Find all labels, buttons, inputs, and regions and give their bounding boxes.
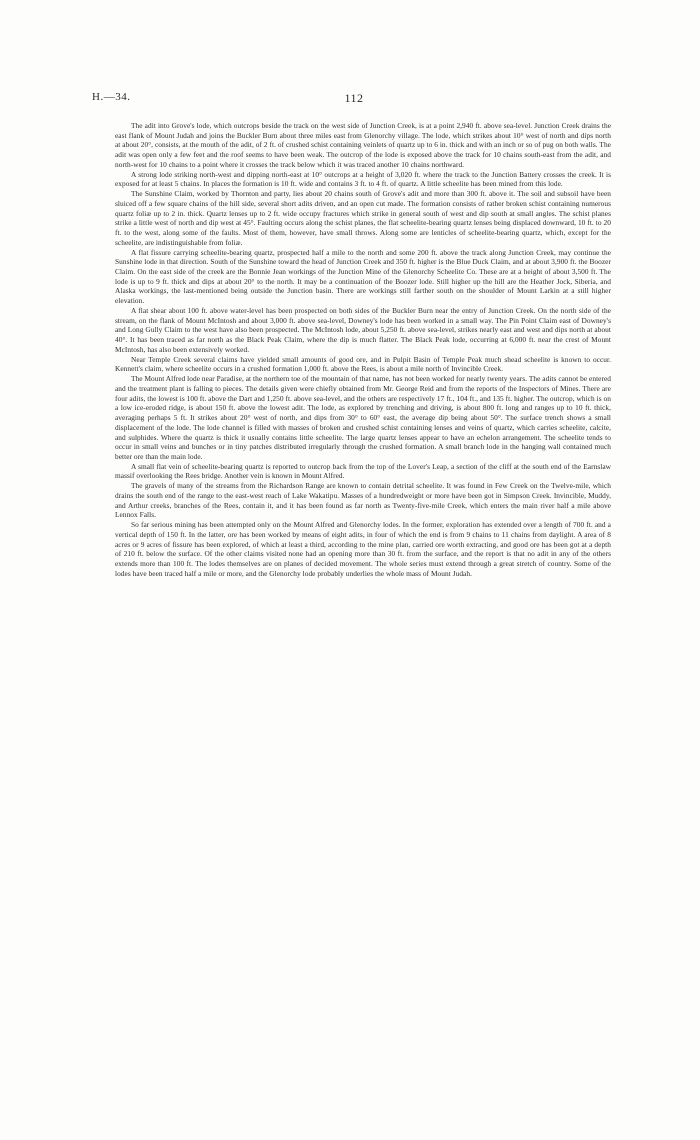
paragraph-mount-alfred-lode: The Mount Alfred lode near Paradise, at the northern toe of the mountain of that name, has not been worked for nearly twenty years. The adits cannot be entered and the treatment plant is falling to pieces. The details given were chiefly obtained from Mr. George Reid and from the reports of the Inspectors of Mines. There are four adits, the lowest is 100 ft. above the Dart and 1,250 ft. above sea-level, and the others are respectively 17 ft., 104 ft., and 135 ft. higher. The outcrop, which is on a low ice-eroded ridge, is about 150 ft. above the lowest adit. The lode, as explored by trenching and driving, is about 800 ft. long and ranges up to 10 ft. thick, averaging perhaps 5 ft. It strikes about 20° west of north, and dips from 30° to 60° east, the average dip being about 50°. The surface trench shows a small displacement of the lode. The lode channel is filled with masses of broken and crushed schist containing lenses and veins of quartz, which carries scheelite, calcite, and sulphides. Where the quartz is thick it usually contains little scheelite. The large quartz lenses appear to have an echelon arrangement. The scheelite tends to occur in small veins and bunches or in tiny patches distributed irregularly through the crushed formation. A small branch lode in the hanging wall contained much better ore than the main lode.	[115, 374, 611, 461]
paragraph-flat-fissure: A flat fissure carrying scheelite-bearing quartz, prospected half a mile to the north and some 200 ft. above the track along Junction Creek, may continue the Sunshine lode in that direction. South of the Sunshine toward the head of Junction Creek and 350 ft. higher is the Blue Duck Claim, and at about 3,900 ft. the Boozer Claim. On the east side of the creek are the Bonnie Jean workings of the Junction Mine of the Glenorchy Scheelite Co. These are at a height of about 3,500 ft. The lode is up to 9 ft. thick and dips at about 20° to the north. It may be a continuation of the Boozer lode. Still higher up the hill are the Heather Jock, Siberia, and Alaska workings, the last-mentioned being outside the Junction basin. There are workings still farther south on the shoulder of Mount Larkin at a still higher elevation.	[115, 247, 611, 306]
paragraph-groves-lode: The adit into Grove's lode, which outcrops beside the track on the west side of Junction Creek, is at a point 2,940 ft. above sea-level. Junction Creek drains the east flank of Mount Judah and joins the Buckler Burn about three miles east from Glenorchy village. The lode, which strikes about 10° west of north and dips north at about 20°, consists, at the mouth of the adit, of 2 ft. of crushed schist containing veinlets of quartz up to 6 in. thick and with an inch or so of pug on both walls. The adit was open only a few feet and the roof seems to have been weak. The outcrop of the lode is exposed above the track for 10 chains south-east from the adit, and north-west for 10 chains to a point where it crosses the track below which it was traced another 10 chains northward.	[115, 121, 611, 169]
page-header	[92, 91, 608, 107]
paragraph-temple-creek: Near Temple Creek several claims have yielded small amounts of good ore, and in Pulpit Basin of Temple Peak much shead scheelite is known to occur. Kennett's claim, where scheelite occurs in a crushed formation 1,000 ft. above the Rees, is about a mile north of Invincible Creek.	[115, 354, 611, 374]
paragraph-strong-lode: A strong lode striking north-west and dipping north-east at 10° outcrops at a height of 3,020 ft. where the track to the Junction Battery crosses the creek. It is exposed for at least 5 chains. In places the formation is 10 ft. wide and contains 3 ft. to 4 ft. of quartz. A little scheelite has been mined from this lode.	[115, 169, 611, 189]
page-number: 112	[344, 91, 364, 105]
paragraph-sunshine-claim: The Sunshine Claim, worked by Thornton and party, lies about 20 chains south of Grove's adit and more than 300 ft. above it. The soil and subsoil have been sluiced off a few square chains of the hill side, several short adits driven, and an open cut made. The formation consists of rather broken schist containing numerous quartz foliæ up to 2 in. thick. Quartz lenses up to 2 ft. wide occupy fractures which strike in general south of west and dip south at small angles. The schist planes strike a little west of north and dip west at 45°. Faulting occurs along the schist planes, the flat scheelite-bearing quartz lenses being displaced downward, 10 ft. to 20 ft. to the west, along some of the faults. Most of them, however, have small throws. Along some are lenticles of scheelite-bearing quartz, which, except for the scheelite, are indistinguishable from foliæ.	[115, 189, 611, 247]
paragraph-serious-mining: So far serious mining has been attempted only on the Mount Alfred and Glenorchy lodes. In the former, exploration has extended over a length of 700 ft. and a vertical depth of 150 ft. In the latter, ore has been worked by means of eight adits, in four of which the end is from 9 chains to 11 chains from daylight. A area of 8 acres or 9 acres of fissure has been explored, of which at least a third, according to the mine plan, carried ore worth extracting, and good ore has been got at a depth of 210 ft. below the surface. Of the other claims visited none had an opening more than 30 ft. from the surface, and the report is that no adit in any of the others extends more than 100 ft. The lodes themselves are on planes of decided movement. The whole series must extend through a great stretch of country. Some of the lodes have been traced half a mile or more, and the Glenorchy lode probably underlies the whole mass of Mount Judah.	[115, 520, 611, 578]
paragraph-gravels: The gravels of many of the streams from the Richardson Range are known to contain detrital scheelite. It was found in Few Creek on the Twelve-mile, which drains the south end of the range to the east-west reach of Lake Wakatipu. Masses of a hundredweight or more have been got in Simpson Creek. Invincible, Muddy, and Arthur creeks, branches of the Rees, contain it, and it has been found as far north as Twenty-five-mile Creek, which enters the main river half a mile above Lennox Falls.	[115, 481, 611, 520]
paragraph-flat-shear: A flat shear about 100 ft. above water-level has been prospected on both sides of the Buckler Burn near the entry of Junction Creek. On the north side of the stream, on the flank of Mount McIntosh and about 3,000 ft. above sea-level, Downey's lode has been worked in a small way. The Pin Point Claim east of Downey's and Long Gully Claim to the west have also been prospected. The McIntosh lode, about 5,250 ft. above sea-level, strikes nearly east and west and dips north at about 40°. It has been traced as far north as the Black Peak Claim, where the dip is much flatter. The Black Peak lode, occurring at 6,000 ft. near the crest of Mount McIntosh, has also been extensively worked.	[115, 305, 611, 354]
paragraph-lovers-leap: A small flat vein of scheelite-bearing quartz is reported to outcrop back from the top of the Lover's Leap, a section of the cliff at the south end of the Earnslaw massif overlooking the Rees bridge. Another vein is known in Mount Alfred.	[115, 461, 611, 481]
body-text	[115, 121, 611, 579]
page-reference: H.—34.	[92, 91, 131, 103]
